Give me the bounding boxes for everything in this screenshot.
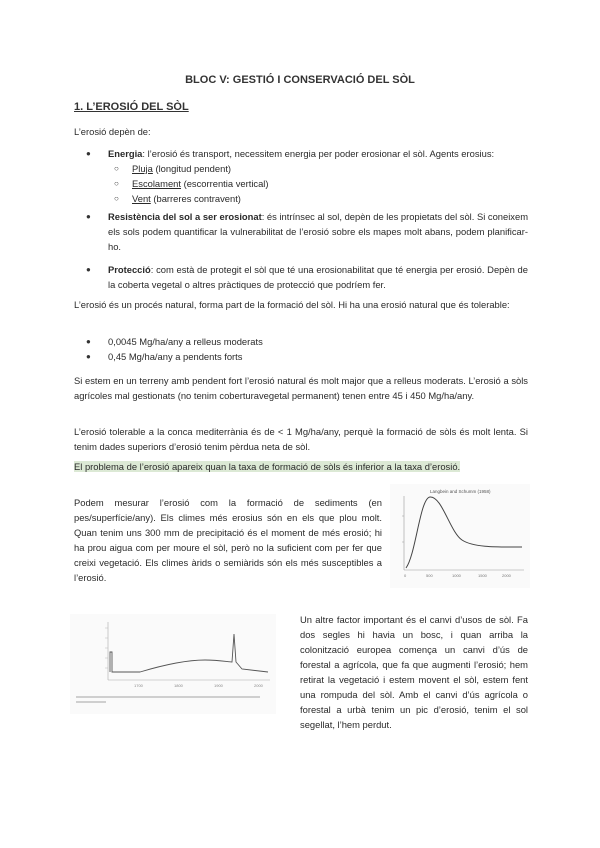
tolerable-paragraph: L’erosió tolerable a la conca mediterrània és de < 1 Mg/ha/any, perquè la formació de sòls és molt lenta. Si tenim dades superiors d’erosió tenim pèrdua neta de sòl. <box>74 426 528 452</box>
x-tick-label: 1900 <box>214 683 223 688</box>
x-tick-label: 1500 <box>478 573 487 578</box>
erosion-history-curve <box>110 634 268 672</box>
slope-paragraph: Si estem en un terreny amb pendent fort l’erosió natural és molt major que a relleus moderats. L’erosió a sòls agrícoles mal gestionats (no tenim coberturavegetal permanent) tenen entre 45 i 450 Mg/ha/any. <box>74 375 528 401</box>
measure-paragraph: Podem mesurar l’erosió com la formació de sediments (en pes/superfície/any). Els climes més erosius són en els que plou molt. Quan tenim uns 300 mm de precipitació és el moment de més erosió; hi ha prou aigua com per moure el sòl, però no la suficient com per fer que creixi vegetació. Els climes àrids o semiàrids són els més susceptibles a l’erosió. <box>74 497 382 583</box>
land-use-paragraph: Un altre factor important és el canvi d’usos de sòl. Fa dos segles hi havia un bosc, i quan arriba la colonització europea comença un canvi d’ús de forestal a agrícola, que fa que augmenti l’erosió; hem retirat la vegetació i estem movent el sòl, estem fent una rompuda del sòl. Amb el canvi d’ús agrícola o forestal a urbà tenim un pic d’erosió, tenim el sol segellat, l’hem perdut. <box>300 614 528 730</box>
caption-blur <box>76 696 260 698</box>
factors-list <box>74 146 528 206</box>
x-tick-label: 2000 <box>254 683 263 688</box>
x-tick-label: 1700 <box>134 683 143 688</box>
x-tick-label: 0 <box>404 573 407 578</box>
factor-energy <box>74 146 528 161</box>
land-use-chart <box>70 614 276 714</box>
agent-detail: (barreres contravent) <box>150 193 241 204</box>
caption-blur <box>76 701 106 703</box>
factor-protection <box>74 262 528 292</box>
factor-label: Resistència del sol a ser erosionat <box>108 211 262 222</box>
rates-list <box>74 334 528 364</box>
agent-item <box>74 161 528 176</box>
agent-item <box>74 191 528 206</box>
x-tick-label: 1800 <box>174 683 183 688</box>
factors-list-2 <box>74 209 528 254</box>
x-tick-label: 500 <box>426 573 433 578</box>
agent-name: Vent <box>132 193 151 204</box>
factor-text: : com està de protegit el sòl que té una erosionabilitat que té energia per erosió. Depèn de la coberta vegetal o altres pràctiques de protecció que podríem fer. <box>108 264 528 290</box>
langbein-figure <box>390 484 530 588</box>
rate-item: ● 0,0045 Mg/ha/any a relleus moderats <box>74 334 528 349</box>
natural-erosion-paragraph: L’erosió és un procés natural, forma part de la formació del sòl. Hi ha una erosió natural que és tolerable: <box>74 299 510 310</box>
highlight-text: El problema de l’erosió apareix quan la taxa de formació de sòls és inferior a la taxa d’erosió. <box>74 461 461 472</box>
factors-list-3 <box>74 262 528 292</box>
intro-text: L’erosió depèn de: <box>74 126 151 137</box>
factor-label: Energia <box>108 148 143 159</box>
agent-name: Escolament <box>132 178 181 189</box>
factor-label: Protecció <box>108 264 151 275</box>
sediment-yield-curve <box>406 497 522 568</box>
agent-item <box>74 176 528 191</box>
agent-name: Pluja <box>132 163 153 174</box>
factor-text: : és intrínsec al sol, depèn de les propietats del sòl. Si coneixem els sols podem quantificar la vulnerabilitat de l’erosió sobre els mapes molt abans, podem planificar-ho. <box>108 211 529 252</box>
langbein-chart <box>390 484 530 588</box>
rate-item: ● 0,45 Mg/ha/any a pendents forts <box>74 349 528 364</box>
highlight-paragraph <box>74 459 534 474</box>
langbein-title: Langbein and Schumm (1958) <box>430 489 491 494</box>
x-tick-label: 1000 <box>452 573 461 578</box>
factor-text: : l’erosió és transport, necessitem energia per poder erosionar el sòl. Agents erosius: <box>142 148 495 159</box>
section-heading: 1. L’EROSIÓ DEL SÒL <box>74 101 189 113</box>
x-tick-label: 2000 <box>502 573 511 578</box>
factor-resistance <box>74 209 528 254</box>
document-title: BLOC V: GESTIÓ I CONSERVACIÓ DEL SÒL <box>185 74 415 86</box>
agent-detail: (escorrentia vertical) <box>180 178 269 189</box>
land-use-figure <box>70 614 276 714</box>
agent-detail: (longitud pendent) <box>152 163 232 174</box>
